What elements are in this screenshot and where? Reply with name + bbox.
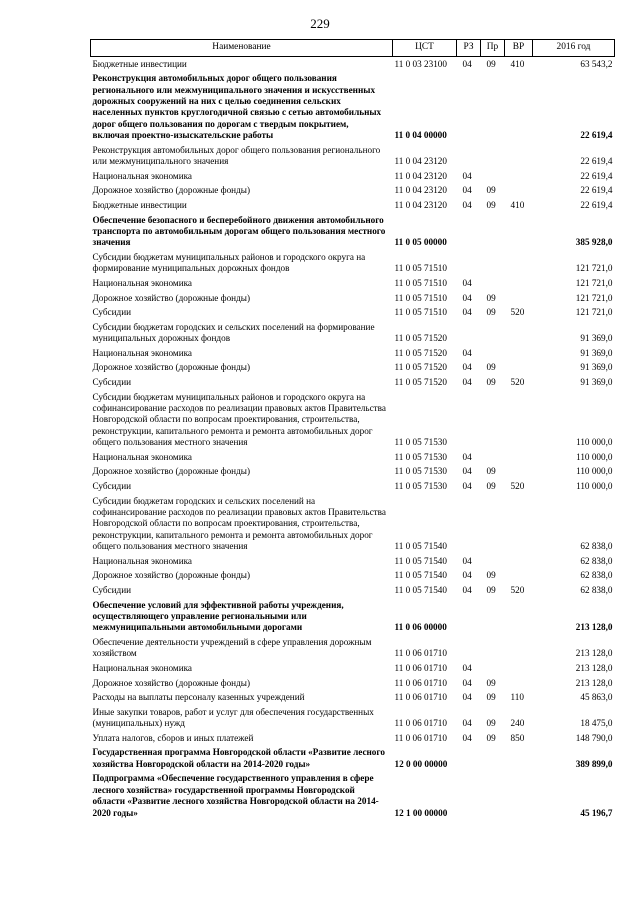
row-amount: 22 619,4 — [580, 200, 613, 210]
row-amount: 110 000,0 — [576, 480, 613, 491]
row-name: Обеспечение условий для эффективной работы учреждения, осуществляющего управление региональными или межмуниципальными автомобильными дорогами — [92, 599, 344, 633]
row-vr: 520 — [510, 376, 525, 387]
row-name: Национальная экономика — [92, 451, 193, 462]
row-pr — [481, 450, 505, 465]
row-rz: 04 — [462, 466, 472, 477]
row-cst-code: 11 0 05 71540 — [394, 541, 447, 552]
row-pr: 09 — [486, 584, 496, 595]
row-rz — [457, 390, 481, 450]
row-amount: 45 196,7 — [580, 807, 613, 818]
row-cst-code: 11 0 05 71540 — [394, 570, 447, 581]
row-amount: 121 721,0 — [575, 307, 613, 318]
row-vr — [505, 661, 533, 676]
row-name: Расходы на выплаты персоналу казенных учреждений — [92, 692, 305, 703]
table-row — [91, 184, 615, 199]
table-row — [91, 57, 615, 72]
row-vr: 240 — [510, 718, 525, 729]
row-vr — [505, 361, 533, 376]
row-rz: 04 — [462, 662, 472, 673]
row-name: Реконструкция автомобильных дорог общего пользования регионального или межмуниципального значения — [92, 144, 381, 167]
row-cst-code: 11 0 04 23120 — [394, 185, 447, 196]
row-rz — [457, 494, 481, 554]
row-name: Государственная программа Новгородской области «Развитие лесного хозяйства Новгородской области на 2014-2020 годы» — [92, 747, 385, 769]
row-name: Субсидии бюджетам городских и сельских поселений на софинансирование расходов по реализации правовых актов Правительства Новгородской области по вопросам проектирования, строительства, реконструкции, капитального ремонта и ремонта автомобильных дорог общего пользования местного значения — [92, 495, 386, 552]
header-cst: ЦСТ — [393, 40, 457, 57]
row-rz: 04 — [462, 570, 472, 581]
row-pr: 09 — [486, 185, 496, 196]
row-amount: 213 128,0 — [575, 648, 613, 659]
row-name: Дорожное хозяйство (дорожные фонды) — [92, 185, 251, 196]
table-row — [91, 479, 615, 494]
table-row — [91, 143, 615, 169]
row-name: Обеспечение деятельности учреждений в сфере управления дорожным хозяйством — [92, 636, 372, 659]
row-name: Бюджетные инвестиции — [92, 200, 187, 210]
row-pr — [481, 250, 505, 276]
row-rz: 04 — [462, 555, 472, 566]
row-vr — [505, 390, 533, 450]
row-rz: 04 — [462, 677, 472, 688]
row-rz: 04 — [462, 58, 472, 69]
table-row — [91, 169, 615, 184]
row-vr — [505, 746, 533, 772]
row-pr: 09 — [486, 362, 496, 373]
row-pr: 09 — [486, 292, 496, 303]
row-cst-code: 11 0 05 71510 — [394, 292, 447, 303]
row-cst-code: 11 0 06 01710 — [394, 677, 447, 688]
row-pr: 09 — [486, 718, 496, 729]
row-amount: 62 838,0 — [580, 555, 613, 566]
row-pr: 09 — [486, 200, 496, 210]
row-cst-code: 11 0 06 01710 — [394, 692, 447, 703]
row-cst-code: 11 0 05 71530 — [394, 437, 447, 448]
table-row — [91, 583, 615, 598]
row-amount: 22 619,4 — [580, 156, 613, 167]
row-name: Дорожное хозяйство (дорожные фонды) — [92, 292, 251, 303]
row-vr — [505, 554, 533, 569]
row-pr: 09 — [486, 466, 496, 477]
row-name: Национальная экономика — [92, 555, 193, 566]
row-rz — [457, 143, 481, 169]
row-amount: 91 369,0 — [580, 376, 613, 387]
row-vr — [505, 494, 533, 554]
row-pr: 09 — [486, 570, 496, 581]
row-pr: 09 — [486, 677, 496, 688]
row-cst-code: 11 0 05 71520 — [394, 376, 447, 387]
row-vr — [505, 213, 533, 250]
header-rz: РЗ — [457, 40, 481, 57]
row-vr — [505, 598, 533, 635]
table-row — [91, 450, 615, 465]
row-cst-code: 11 0 04 23120 — [394, 170, 447, 181]
row-amount: 121 721,0 — [575, 263, 613, 274]
row-cst-code: 11 0 05 71530 — [394, 480, 447, 491]
row-pr: 09 — [486, 732, 496, 743]
row-vr: 520 — [510, 480, 525, 491]
row-amount: 385 928,0 — [575, 237, 613, 248]
row-pr — [481, 494, 505, 554]
row-rz — [457, 72, 481, 144]
row-vr — [505, 184, 533, 199]
header-year: 2016 год — [533, 40, 615, 57]
table-row — [91, 676, 615, 691]
row-cst-code: 11 0 04 00000 — [394, 130, 447, 141]
table-row — [91, 361, 615, 376]
row-name: Реконструкция автомобильных дорог общего пользования регионального или межмуниципального значения и искусственных дорожных сооружений на них с целью соединения сельских населенных пунктов круглогодичной связью с сетью автомобильных дорог общего пользования по дорогам с твердым покрытием, включая проектно-изыскательские работы — [92, 73, 382, 141]
row-name: Уплата налогов, сборов и иных платежей — [92, 732, 254, 743]
row-cst-code: 11 0 06 00000 — [394, 622, 447, 633]
row-cst-code: 11 0 04 23120 — [394, 200, 447, 210]
row-vr — [505, 465, 533, 480]
row-name: Национальная экономика — [92, 170, 193, 181]
row-rz: 04 — [462, 347, 472, 358]
row-pr: 09 — [486, 692, 496, 703]
row-vr: 110 — [510, 692, 524, 703]
table-row — [91, 198, 615, 213]
row-vr — [505, 169, 533, 184]
row-vr — [505, 250, 533, 276]
row-name: Дорожное хозяйство (дорожные фонды) — [92, 677, 251, 688]
row-name: Бюджетные инвестиции — [92, 58, 187, 69]
row-rz: 04 — [462, 584, 472, 595]
row-vr: 410 — [510, 200, 525, 210]
row-pr: 09 — [486, 58, 496, 69]
row-rz: 04 — [462, 480, 472, 491]
row-name: Дорожное хозяйство (дорожные фонды) — [92, 570, 251, 581]
row-cst-code: 11 0 05 71520 — [394, 347, 447, 358]
row-pr: 09 — [486, 376, 496, 387]
table-row — [91, 746, 615, 772]
row-rz — [457, 598, 481, 635]
row-amount: 121 721,0 — [575, 292, 613, 303]
row-vr — [505, 346, 533, 361]
table-row — [91, 390, 615, 450]
row-name: Дорожное хозяйство (дорожные фонды) — [92, 362, 251, 373]
table-row — [91, 291, 615, 306]
row-cst-code: 11 0 05 71540 — [394, 584, 447, 595]
row-rz: 04 — [462, 376, 472, 387]
row-name: Субсидии бюджетам городских и сельских поселений на формирование муниципальных дорожных фондов — [92, 321, 375, 344]
row-rz — [457, 320, 481, 346]
row-vr — [505, 676, 533, 691]
table-row — [91, 598, 615, 635]
row-rz — [457, 772, 481, 821]
row-vr: 850 — [510, 732, 525, 743]
row-name: Субсидии — [92, 307, 132, 318]
row-amount: 213 128,0 — [575, 662, 613, 673]
table-row — [91, 346, 615, 361]
row-vr — [505, 320, 533, 346]
row-vr — [505, 72, 533, 144]
row-amount: 22 619,4 — [580, 170, 613, 181]
row-pr — [481, 72, 505, 144]
row-amount: 22 619,4 — [580, 130, 613, 141]
table-row — [91, 705, 615, 731]
row-cst-code: 12 1 00 00000 — [394, 807, 448, 818]
row-vr — [505, 772, 533, 821]
row-vr: 410 — [510, 58, 525, 69]
row-name: Обеспечение безопасного и бесперебойного движения автомобильного транспорта по автомобильным дорогам общего пользования местного значения — [92, 214, 386, 248]
row-name: Подпрограмма «Обеспечение государственного управления в сфере лесного хозяйства» государственной программы Новгородской области «Развитие лесного хозяйства Новгородской области на 2014-2020 годы» — [92, 773, 379, 818]
row-vr — [505, 635, 533, 661]
row-rz: 04 — [462, 732, 472, 743]
table-row — [91, 554, 615, 569]
row-vr — [505, 291, 533, 306]
header-pr: Пр — [481, 40, 505, 57]
table-header-row — [91, 40, 615, 57]
row-cst-code: 11 0 06 01710 — [394, 662, 447, 673]
row-name: Национальная экономика — [92, 347, 193, 358]
row-rz: 04 — [462, 307, 472, 318]
row-cst-code: 11 0 06 01710 — [394, 732, 447, 743]
table-row — [91, 772, 615, 821]
row-pr — [481, 346, 505, 361]
row-rz: 04 — [462, 718, 472, 729]
row-rz: 04 — [462, 185, 472, 196]
row-amount: 91 369,0 — [580, 347, 613, 358]
row-pr — [481, 390, 505, 450]
budget-table — [90, 39, 615, 821]
row-amount: 91 369,0 — [580, 362, 613, 373]
row-amount: 91 369,0 — [580, 333, 613, 344]
row-amount: 110 000,0 — [576, 466, 613, 477]
row-rz: 04 — [462, 292, 472, 303]
row-amount: 121 721,0 — [575, 278, 613, 288]
row-amount: 110 000,0 — [576, 451, 613, 462]
row-amount: 213 128,0 — [575, 622, 613, 633]
row-name: Субсидии бюджетам муниципальных районов и городского округа на софинансирование расходов по реализации правовых актов Правительства Новгородской области по вопросам проектирования, строительства, реконструкции, капитального ремонта и ремонта автомобильных дорог общего пользования местного значения — [92, 391, 386, 448]
row-name: Национальная экономика — [92, 662, 193, 673]
row-cst-code: 11 0 05 71510 — [394, 307, 447, 318]
row-vr — [505, 569, 533, 584]
table-row — [91, 494, 615, 554]
row-cst-code: 11 0 05 71520 — [394, 333, 447, 344]
row-vr — [505, 450, 533, 465]
row-name: Субсидии — [92, 480, 132, 491]
row-rz — [457, 250, 481, 276]
row-name: Субсидии — [92, 584, 132, 595]
row-cst-code: 11 0 05 71540 — [394, 555, 447, 566]
row-amount: 63 543,2 — [580, 58, 613, 69]
row-rz: 04 — [462, 170, 472, 181]
page-number: 229 — [310, 16, 330, 31]
row-rz: 04 — [462, 362, 472, 373]
row-rz — [457, 213, 481, 250]
table-row — [91, 569, 615, 584]
row-name: Дорожное хозяйство (дорожные фонды) — [92, 466, 251, 477]
row-rz: 04 — [462, 451, 472, 462]
row-amount: 62 838,0 — [580, 541, 613, 552]
row-amount: 62 838,0 — [580, 570, 613, 581]
row-cst-code: 11 0 03 23100 — [394, 58, 447, 69]
table-row — [91, 635, 615, 661]
row-amount: 213 128,0 — [575, 677, 613, 688]
row-pr — [481, 598, 505, 635]
row-pr — [481, 554, 505, 569]
row-pr — [481, 143, 505, 169]
row-cst-code: 11 0 05 00000 — [394, 237, 447, 248]
row-rz: 04 — [462, 692, 472, 703]
row-cst-code: 11 0 05 71530 — [394, 466, 447, 477]
table-row — [91, 691, 615, 706]
table-row — [91, 213, 615, 250]
table-row — [91, 306, 615, 321]
row-amount: 45 863,0 — [580, 692, 613, 703]
row-pr — [481, 276, 505, 291]
row-vr — [505, 276, 533, 291]
row-pr — [481, 320, 505, 346]
table-row — [91, 250, 615, 276]
row-vr: 520 — [510, 584, 525, 595]
row-pr: 09 — [486, 480, 496, 491]
row-pr — [481, 746, 505, 772]
row-name: Национальная экономика — [92, 278, 193, 288]
row-amount: 62 838,0 — [580, 584, 613, 595]
row-cst-code: 12 0 00 00000 — [394, 758, 448, 769]
row-pr — [481, 661, 505, 676]
row-amount: 22 619,4 — [580, 185, 613, 196]
row-pr — [481, 772, 505, 821]
row-rz — [457, 746, 481, 772]
table-row — [91, 276, 615, 291]
row-rz: 04 — [462, 200, 472, 210]
row-vr: 520 — [510, 307, 525, 318]
header-vr: ВР — [505, 40, 533, 57]
row-amount: 18 475,0 — [580, 718, 613, 729]
row-pr — [481, 635, 505, 661]
row-rz: 04 — [462, 278, 472, 288]
row-cst-code: 11 0 04 23120 — [394, 156, 447, 167]
row-rz — [457, 635, 481, 661]
row-amount: 148 790,0 — [575, 732, 613, 743]
row-pr — [481, 213, 505, 250]
row-cst-code: 11 0 06 01710 — [394, 718, 447, 729]
row-amount: 389 899,0 — [575, 758, 613, 769]
row-amount: 110 000,0 — [576, 437, 613, 448]
header-name: Наименование — [91, 40, 393, 57]
row-cst-code: 11 0 05 71510 — [394, 263, 447, 274]
row-cst-code: 11 0 05 71510 — [394, 278, 447, 288]
row-name: Иные закупки товаров, работ и услуг для обеспечения государственных (муниципальных) нужд — [92, 706, 374, 729]
table-body — [91, 57, 615, 821]
row-cst-code: 11 0 05 71530 — [394, 451, 447, 462]
table-row — [91, 465, 615, 480]
row-pr: 09 — [486, 307, 496, 318]
table-row — [91, 731, 615, 746]
row-name: Субсидии — [92, 376, 132, 387]
table-row — [91, 72, 615, 144]
table-row — [91, 375, 615, 390]
row-name: Субсидии бюджетам муниципальных районов и городского округа на формирование муниципальных дорожных фондов — [92, 252, 366, 274]
row-pr — [481, 169, 505, 184]
row-cst-code: 11 0 06 01710 — [394, 648, 447, 659]
row-vr — [505, 143, 533, 169]
table-row — [91, 661, 615, 676]
table-row — [91, 320, 615, 346]
row-cst-code: 11 0 05 71520 — [394, 362, 447, 373]
